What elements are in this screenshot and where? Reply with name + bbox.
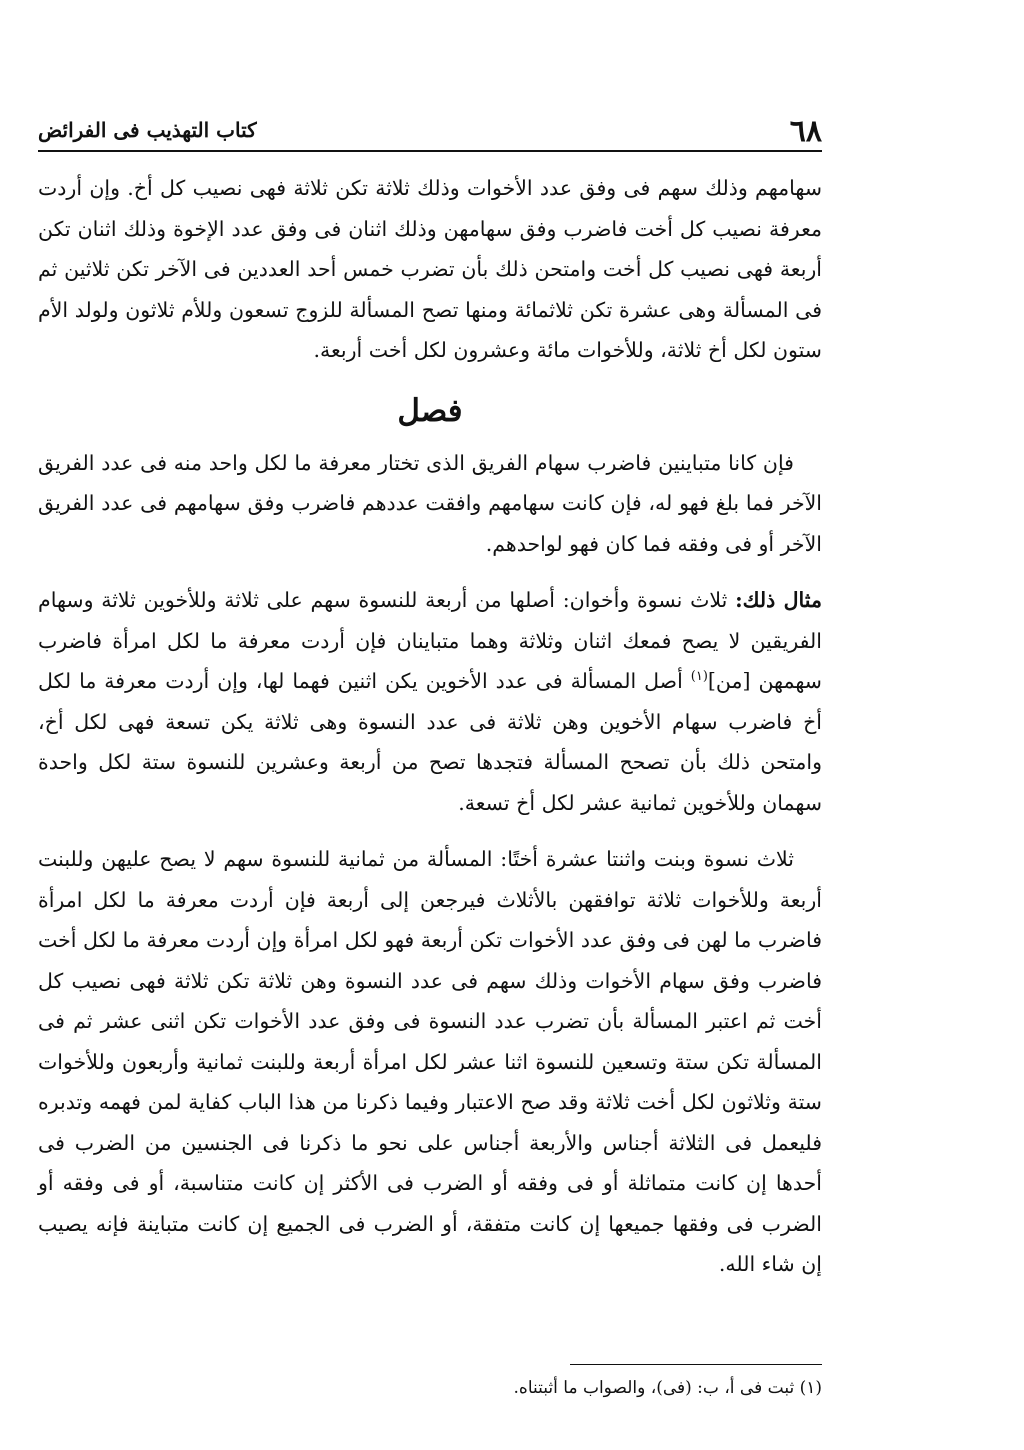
- footnote-reference: (١): [690, 669, 708, 685]
- section-paragraph-1: فإن كانا متباينين فاضرب سهام الفريق الذى تختار معرفة ما لكل واحد منه فى عدد الفريق الآخر فما بلغ فهو له، فإن كانت سهامهم وافقت عددهم فاضرب وفق سهامهم فى عدد الفريق الآخر أو فى وفقه فما كان فهو لواحدهم.: [38, 450, 822, 556]
- header-divider: [38, 150, 822, 152]
- page-number: ٦٨: [789, 114, 822, 149]
- page-header: [38, 112, 822, 152]
- footnote-divider: [570, 1364, 822, 1365]
- running-book-title: كتاب التهذيب فى الفرائض: [38, 118, 257, 142]
- section-paragraph-3: ثلاث نسوة وبنت واثنتا عشرة أختًا: المسألة من ثمانية للنسوة سهم لا يصح عليهن وللبنت أربعة وللأخوات ثلاثة توافقهن بالأثلاث فيرجعن إلى أربعة فإن أردت معرفة ما لكل امرأة فاضرب ما لهن فى وفق عدد الأخوات تكن أربعة فهو لكل امرأة وإن أردت معرفة ما لكل أخت فاضرب وفق سهام الأخوات وذلك سهم فى عدد النسوة وهن ثلاثة تكن ثلاثة فهى نصيب كل أخت ثم اعتبر المسألة بأن تضرب عدد النسوة فى وفق عدد الأخوات تكن اثنى عشر ثم فى المسألة تكن ستة وتسعين للنسوة اثنا عشر لكل امرأة أربعة وللبنت ثمانية وأربعون وللأخوات ستة وثلاثون لكل أخت ثلاثة وقد صح الاعتبار وفيما ذكرنا من هذا الباب كفاية لمن فهمه وتدبره فليعمل فى الثلاثة أجناس والأربعة أجناس على نحو ما ذكرنا فى الجنسين من الضرب فى أحدها إن كانت متماثلة أو فى وفقه أو الضرب فى الأكثر إن كانت متناسبة، أو فى وفقه أو الضرب فى وفقها جميعها إن كانت متفقة، أو الضرب فى الجميع إن كانت متباينة فإنه يصيب إن شاء الله.: [38, 847, 822, 1276]
- footnote: (١) ثبت فى أ، ب: (فى)، والصواب ما أثبتناه.: [513, 1378, 822, 1398]
- example-text-part-1: ثلاث نسوة وأخوان: أصلها من أربعة للنسوة سهم على ثلاثة وللأخوين ثلاثة وسهام الفريقين لا يصح فمعك اثنان وثلاثة وهما متباينان فإن أردت معرفة ما لكل امرأة فاضرب سهمهن [من]: [38, 588, 822, 693]
- section-heading: فصل: [397, 392, 463, 429]
- main-text: [38, 168, 822, 1285]
- example-paragraph: [38, 580, 822, 823]
- example-label: مثال ذلك:: [735, 588, 822, 612]
- intro-paragraph: سهامهم وذلك سهم فى وفق عدد الأخوات وذلك ثلاثة تكن ثلاثة فهى نصيب كل أخ. وإن أردت معرفة نصيب كل أخت فاضرب وفق سهامهن وذلك اثنان فى وفق عدد الإخوة وذلك اثنان تكن أربعة فهى نصيب كل أخت وامتحن ذلك بأن تضرب خمس أحد العددين فى الآخر تكن ثلاثين ثم فى المسألة وهى عشرة تكن ثلاثمائة ومنها تصح المسألة للزوج تسعون وللأم ثلاثون ولولد الأم ستون لكل أخ ثلاثة، وللأخوات مائة وعشرون لكل أخت أربعة.: [38, 176, 822, 362]
- example-text-part-2: أصل المسألة فى عدد الأخوين يكن اثنين فهما لها، وإن أردت معرفة ما لكل أخ فاضرب سهام الأخوين وهن ثلاثة فى عدد النسوة وهى ثلاثة يكن تسعة فهى لكل أخ، وامتحن ذلك بأن تصحح المسألة فتجدها تصح من أربعة وعشرين للنسوة ستة لكل واحدة سهمان وللأخوين ثمانية عشر لكل أخ تسعة.: [38, 669, 822, 815]
